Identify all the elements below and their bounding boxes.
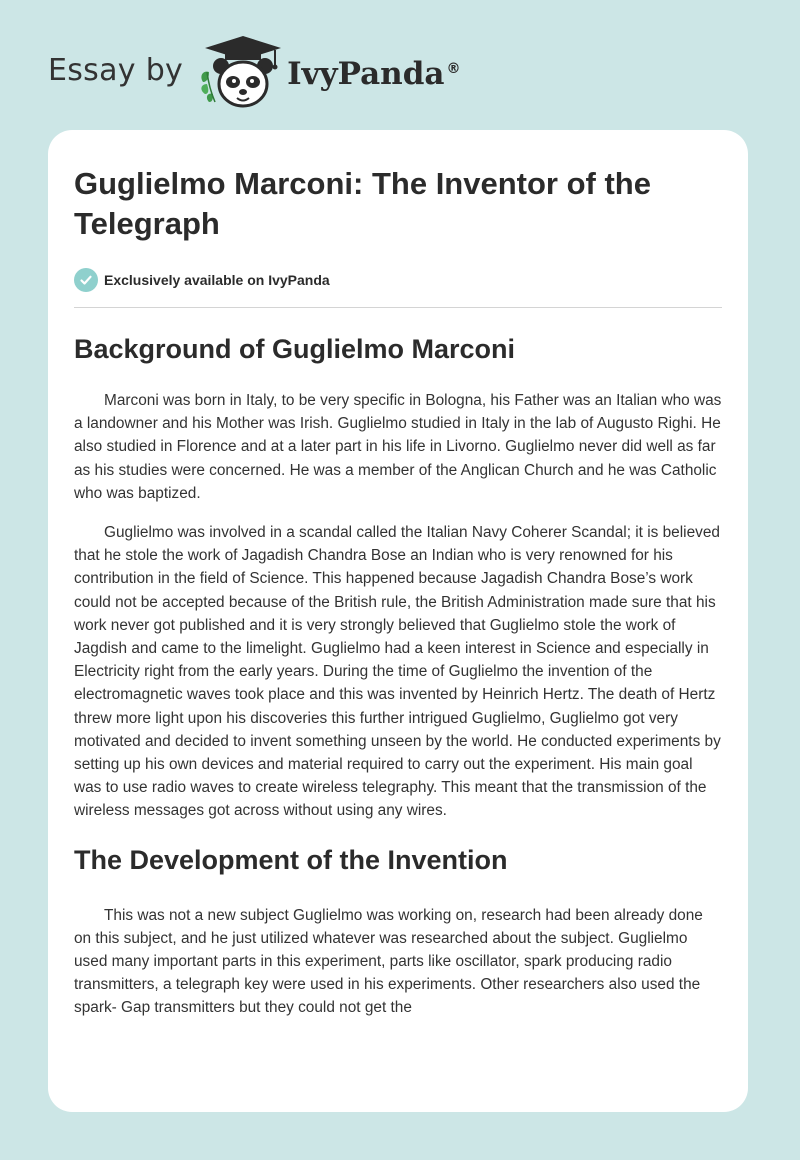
divider bbox=[74, 307, 722, 308]
essay-by-label: Essay by bbox=[48, 52, 184, 88]
paragraph: Guglielmo was involved in a scandal called the Italian Navy Coherer Scandal; it is believed that he stole the work of Jagadish Chandra Bose an Indian who is very renowned for his contribution in the field of Science. This happened because Jagadish Chandra Bose’s work could not be accepted because of the British rule, the British Administration made sure that his work never got published and it is very strongly believed that Guglielmo stole the work of Jagdish and came to the limelight. Guglielmo had a keen interest in Science and especially in Electricity right from the early years. During the time of Guglielmo the invention of the electromagnetic waves took place and this was invented by Heinrich Hertz. The death of Hertz threw more light upon his discoveries this further intrigued Guglielmo, Guglielmo got very motivated and decided to invent something unseen by the world. He conducted experiments by setting up his own devices and material required to carry out the experiment. His main goal was to use radio waves to create wireless telegraphy. This meant that the transmission of the wireless messages got across without using any wires. bbox=[74, 524, 721, 820]
section-heading-development: The Development of the Invention bbox=[74, 844, 508, 875]
page-title: Guglielmo Marconi: The Inventor of the Telegraph bbox=[74, 166, 651, 241]
site-header bbox=[48, 32, 461, 112]
exclusive-badge bbox=[74, 266, 722, 294]
paragraph: This was not a new subject Guglielmo was working on, research had been already done on this subject, and he just utilized whatever was researched about the subject. Guglielmo used many important parts in this experiment, parts like oscillator, spark producing radio transmitters, a telegraph key were used in his experiments. Other researchers also used the spark- Gap transmitters but they could not get the bbox=[74, 906, 703, 1017]
panda-graduate-logo-icon[interactable] bbox=[197, 32, 283, 112]
panda-logo-svg bbox=[197, 32, 283, 112]
exclusive-label: Exclusively available on IvyPanda bbox=[104, 272, 330, 288]
essay-card bbox=[48, 130, 748, 1112]
check-icon bbox=[74, 268, 98, 292]
brand-name[interactable] bbox=[287, 56, 460, 92]
registered-mark: ® bbox=[446, 60, 461, 77]
section-heading-background: Background of Guglielmo Marconi bbox=[74, 334, 516, 364]
paragraph: Marconi was born in Italy, to be very specific in Bologna, his Father was an Italian who was a landowner and his Mother was Irish. Guglielmo studied in Italy in the lab of Augusto Righi. He also studied in Florence and at a later part in his life in Livorno. Guglielmo never did well as far as his studies were concerned. He was a member of the Anglican Church and he was Catholic who was baptized. bbox=[74, 392, 722, 502]
brand-name-text: IvyPanda bbox=[287, 56, 445, 92]
